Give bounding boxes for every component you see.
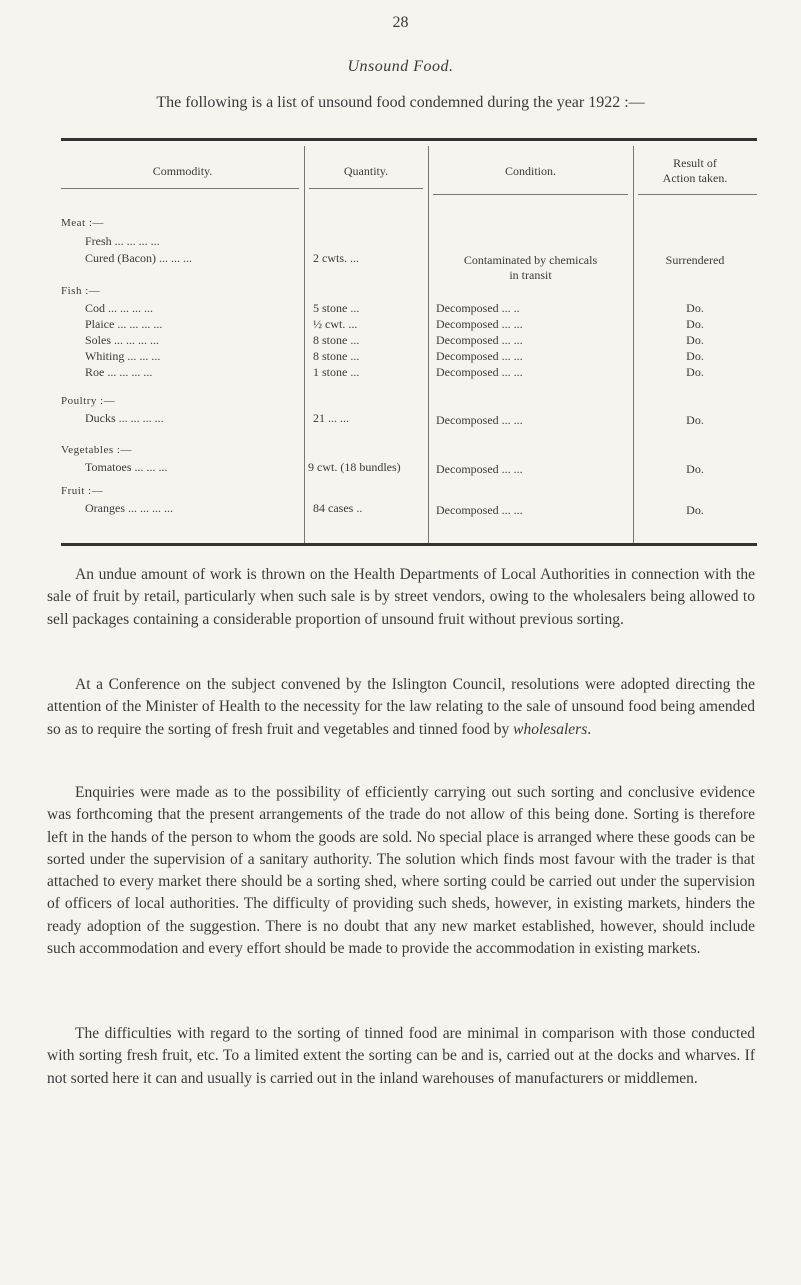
- result-soles: Do.: [686, 333, 704, 347]
- paragraph-text: An undue amount of work is thrown on the Health Departments of Local Authorities in connection with the sale of fruit by retail, particularly when such sale is by street vendors, owing to the wholesalers being allowed to sell packages containing a considerable proportion of unsound fruit without previous sorting.: [47, 566, 755, 628]
- condition-ducks: Decomposed ... ...: [436, 413, 523, 427]
- commodity-roe: Roe ... ... ... ...: [85, 365, 153, 379]
- commodity-cured-bacon: Cured (Bacon) ... ... ...: [85, 251, 192, 265]
- header-quantity: Quantity.: [343, 164, 389, 178]
- header-underline: [433, 194, 628, 195]
- quantity-ducks: 21 ... ...: [313, 411, 349, 425]
- condition-whiting: Decomposed ... ...: [436, 349, 523, 363]
- category-poultry: Poultry :—: [61, 395, 116, 407]
- header-underline: [61, 188, 299, 189]
- result-cod: Do.: [686, 301, 704, 315]
- quantity-whiting: 8 stone ...: [313, 349, 360, 363]
- commodity-whiting: Whiting ... ... ...: [85, 349, 161, 363]
- result-cured-bacon: Surrendered: [665, 253, 725, 267]
- paragraph-tinned-food: [47, 1023, 755, 1090]
- paragraph-text: The difficulties with regard to the sorting of tinned food are minimal in comparison with those conducted with sorting fresh fruit, etc. To a limited extent the sorting can be and is, carried out at the docks and wharves. If not sorted here it can and usually is carried out in the inland warehouses of manufacturers or middlemen.: [47, 1025, 755, 1087]
- condition-oranges: Decomposed ... ...: [436, 503, 523, 517]
- paragraph-enquiries: [47, 782, 755, 960]
- unsound-food-table: [61, 138, 757, 548]
- column-divider: [428, 146, 429, 543]
- category-vegetables: Vegetables :—: [61, 444, 132, 456]
- result-whiting: Do.: [686, 349, 704, 363]
- quantity-cured-bacon: 2 cwts. ...: [313, 251, 359, 265]
- condition-roe: Decomposed ... ...: [436, 365, 523, 379]
- condition-tomatoes: Decomposed ... ...: [436, 462, 523, 476]
- page-number: 28: [392, 14, 409, 31]
- header-condition: Condition.: [504, 164, 556, 178]
- commodity-soles: Soles ... ... ... ...: [85, 333, 160, 347]
- paragraph-text-part: At a Conference on the subject convened by the Islington Council, resolutions were adopted directing the attention of the Minister of Health to the necessity for the law relating to the sale of unsound food being amended so as to require the sorting of fresh fruit and vegetables and tinned food by: [47, 676, 755, 738]
- paragraph-text-part: .: [587, 720, 592, 738]
- header-underline: [638, 194, 757, 195]
- quantity-plaice: ½ cwt. ...: [313, 317, 358, 331]
- quantity-oranges: 84 cases ..: [313, 501, 363, 515]
- result-plaice: Do.: [686, 317, 704, 331]
- condition-plaice: Decomposed ... ...: [436, 317, 523, 331]
- commodity-oranges: Oranges ... ... ... ...: [85, 501, 173, 515]
- paragraph-street-vendors: [47, 564, 755, 631]
- condition-cured-bacon-line1: Contaminated by chemicals: [463, 253, 598, 267]
- header-result-line2: Action taken.: [662, 171, 728, 185]
- table-top-rule: [61, 138, 757, 141]
- commodity-ducks: Ducks ... ... ... ...: [85, 411, 164, 425]
- commodity-cod: Cod ... ... ... ...: [85, 301, 154, 315]
- condition-cod: Decomposed ... ..: [436, 301, 520, 315]
- quantity-cod: 5 stone ...: [313, 301, 360, 315]
- result-tomatoes: Do.: [686, 462, 704, 476]
- quantity-soles: 8 stone ...: [313, 333, 360, 347]
- category-fish: Fish :—: [61, 285, 101, 297]
- paragraph-conference: [47, 674, 755, 741]
- intro-text: The following is a list of unsound food condemned during the year 1922 :—: [156, 94, 645, 111]
- result-roe: Do.: [686, 365, 704, 379]
- result-ducks: Do.: [686, 413, 704, 427]
- result-oranges: Do.: [686, 503, 704, 517]
- quantity-tomatoes: 9 cwt. (18 bundles): [308, 460, 401, 474]
- header-underline: [309, 188, 423, 189]
- section-title: Unsound Food.: [347, 58, 454, 75]
- paragraph-text: Enquiries were made as to the possibility of efficiently carrying out such sorting and conclusive evidence was forthcoming that the present arrangements of the trade do not allow of this being done. Sorting is therefore left in the hands of the person to whom the goods are sold. No special place is arranged where these goods can be sorted under the supervision of a sanitary authority. The solution which finds most favour with the trader is that attached to every market there should be a sorting shed, where sorting could be carried out under the supervision of officers of local authorities. The difficulty of providing such sheds, however, in existing markets, hinders the ready adoption of the suggestion. There is no doubt that any new market established, however, should include such accommodation and every effort should be made to provide the accommodation in existing markets.: [47, 784, 755, 958]
- header-commodity: Commodity.: [152, 164, 213, 178]
- column-divider: [304, 146, 305, 543]
- paragraph-text: [47, 674, 755, 741]
- table-bottom-rule: [61, 543, 757, 546]
- category-fruit: Fruit :—: [61, 485, 104, 497]
- emphasis-wholesalers: wholesalers: [513, 720, 588, 738]
- category-meat: Meat :—: [61, 217, 104, 229]
- commodity-fresh: Fresh ... ... ... ...: [85, 234, 160, 248]
- condition-cured-bacon-line2: in transit: [509, 268, 552, 282]
- commodity-plaice: Plaice ... ... ... ...: [85, 317, 163, 331]
- header-result-line1: Result of: [673, 156, 717, 170]
- quantity-roe: 1 stone ...: [313, 365, 360, 379]
- commodity-tomatoes: Tomatoes ... ... ...: [85, 460, 168, 474]
- condition-soles: Decomposed ... ...: [436, 333, 523, 347]
